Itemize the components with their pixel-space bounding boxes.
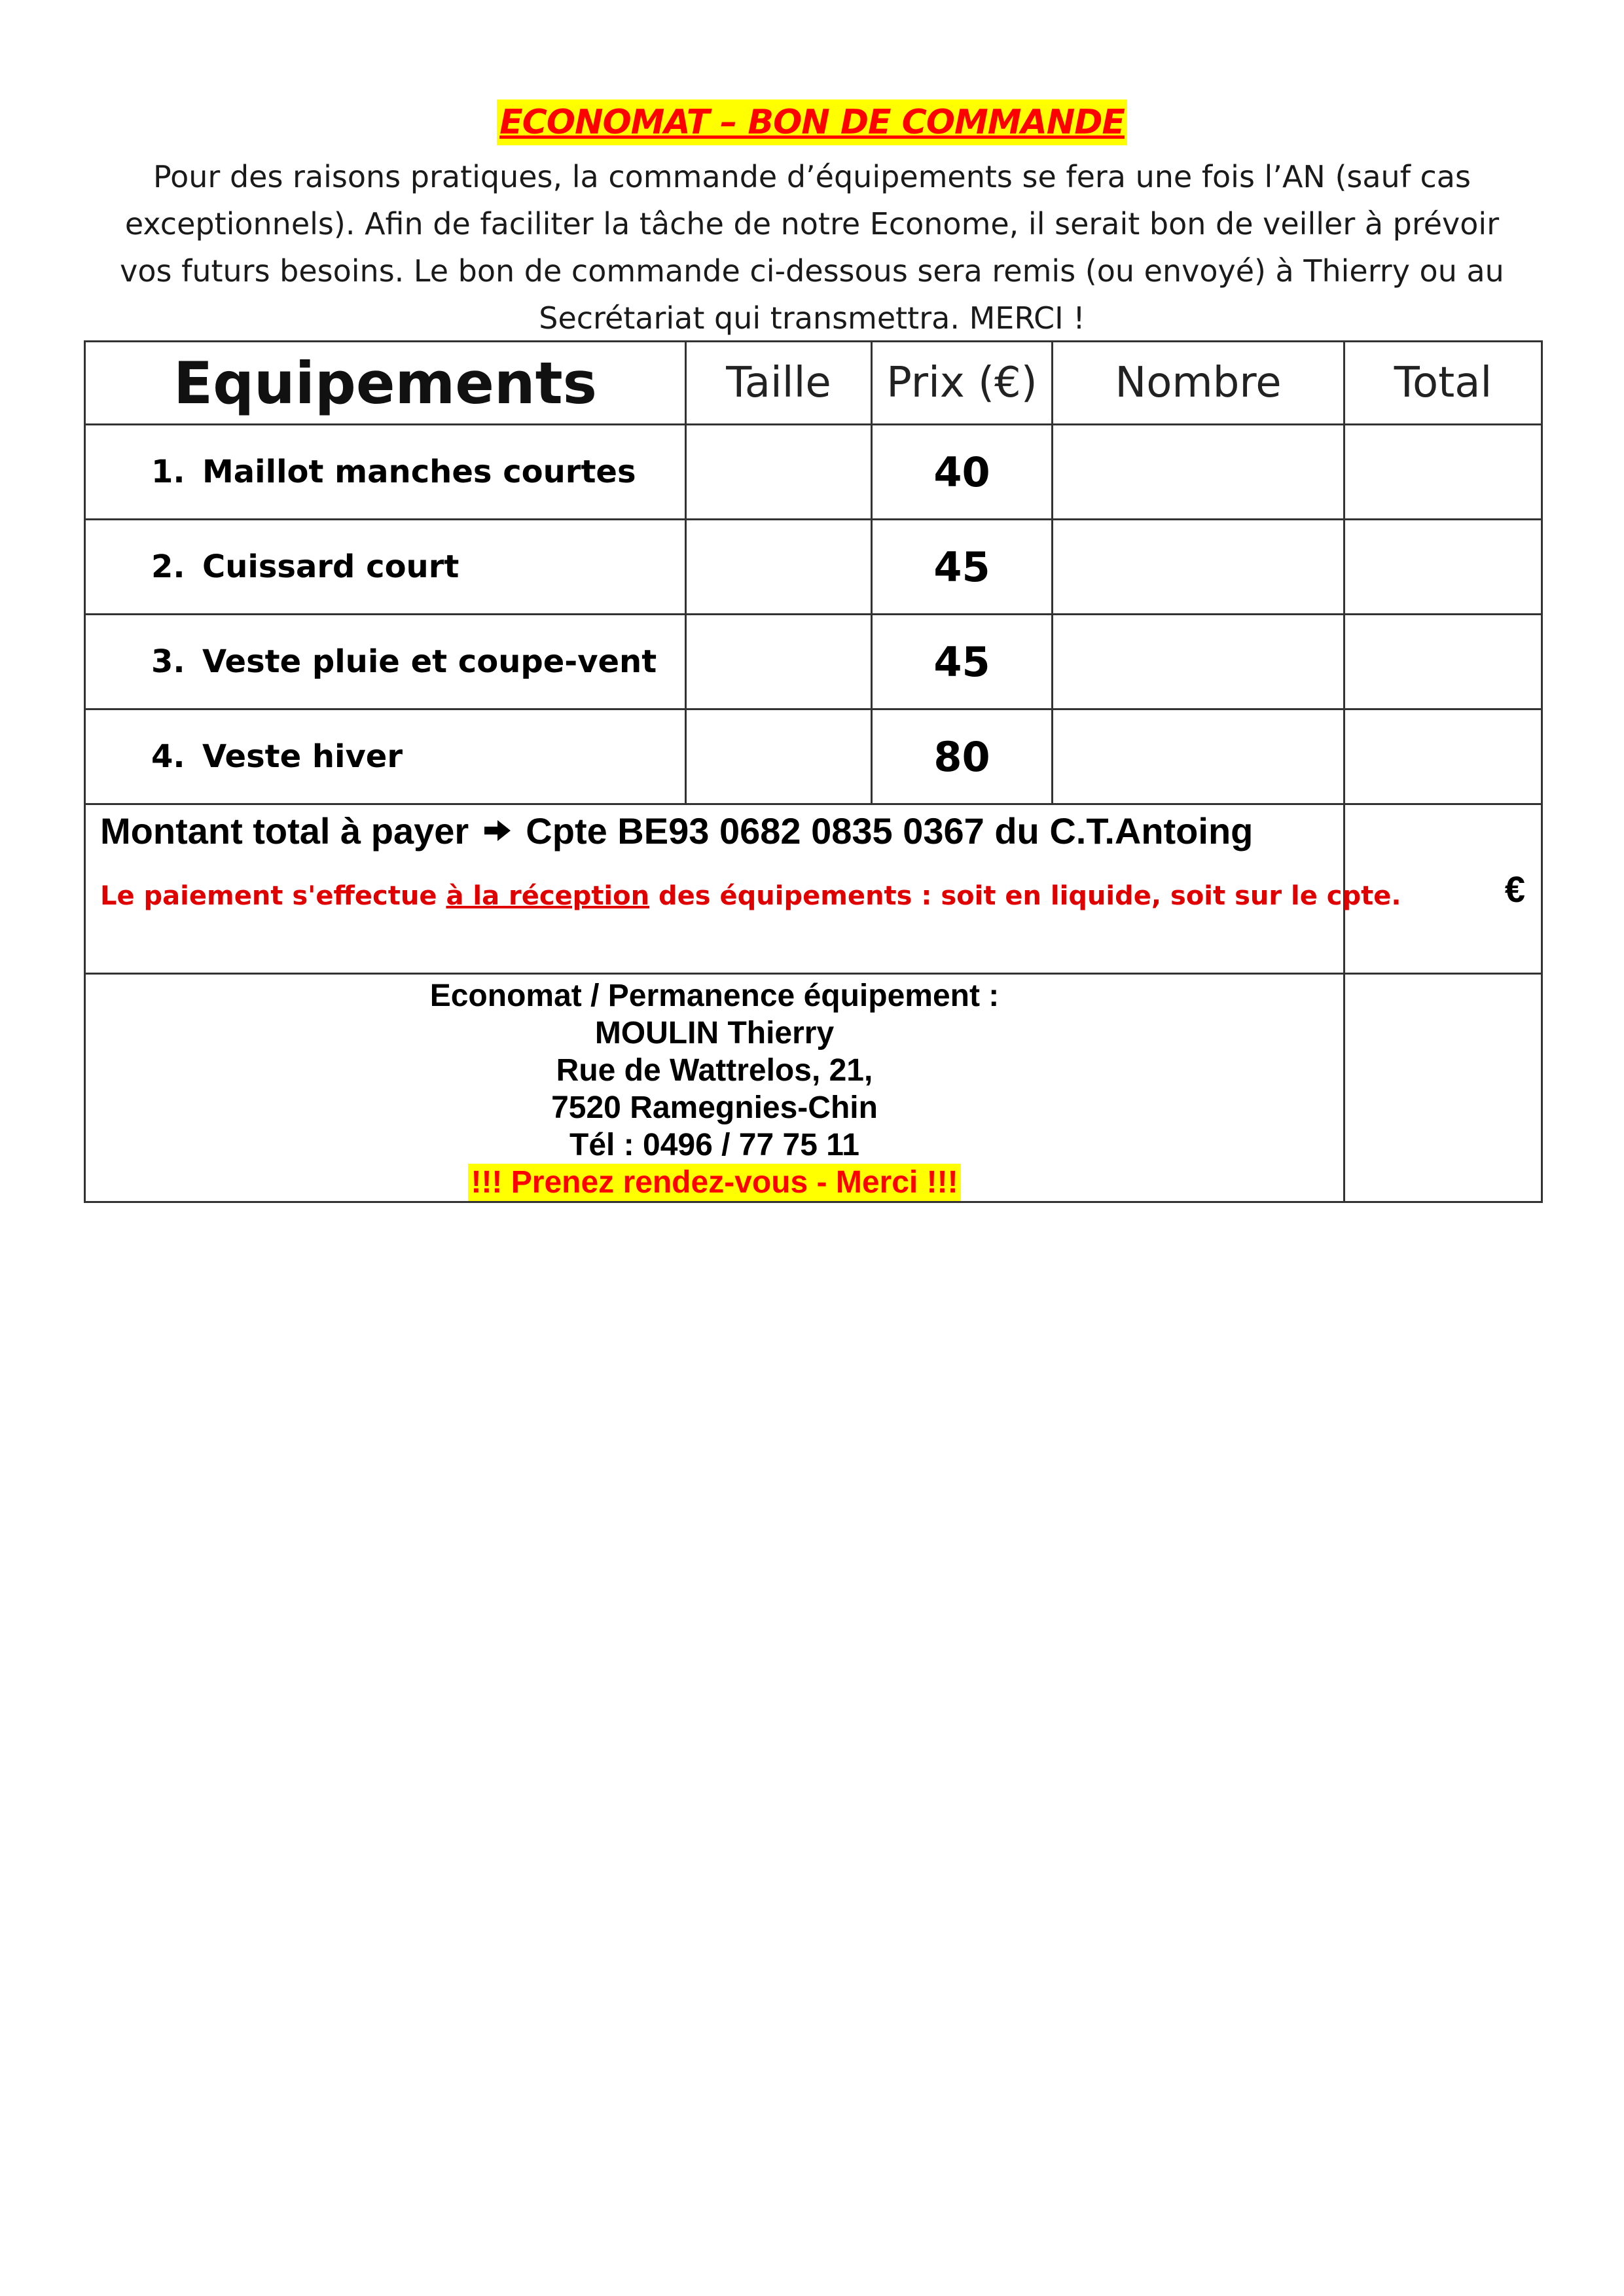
total-row — [85, 804, 1542, 974]
nombre-cell[interactable] — [1053, 615, 1344, 709]
item-price: 45 — [872, 520, 1053, 615]
payment-note-pre: Le paiement s'effectue — [100, 881, 437, 911]
item-name: Cuissard court — [202, 548, 460, 585]
payment-note — [100, 881, 1401, 911]
contact-row — [85, 974, 1542, 1202]
total-cell[interactable] — [1344, 709, 1542, 804]
header-equipements: Equipements — [85, 342, 686, 425]
contact-side-cell — [1344, 974, 1542, 1202]
order-table — [84, 340, 1543, 1203]
item-number: 4. — [151, 738, 185, 775]
contact-phone: Tél : 0496 / 77 75 11 — [569, 1128, 859, 1162]
item-name: Maillot manches courtes — [202, 454, 636, 490]
title-container — [0, 99, 1624, 145]
total-cell[interactable] — [1344, 425, 1542, 520]
total-description-cell — [85, 804, 1401, 974]
total-amount-line — [100, 809, 1343, 853]
contact-cell — [85, 974, 1344, 1202]
intro-line: Secrétariat qui transmettra. MERCI ! — [539, 300, 1085, 336]
right-arrow-icon — [483, 809, 512, 853]
total-label: Montant total à payer — [100, 810, 469, 852]
intro-paragraph — [85, 153, 1539, 342]
table-row — [85, 520, 1542, 615]
taille-cell[interactable] — [686, 520, 872, 615]
contact-street: Rue de Wattrelos, 21, — [556, 1053, 873, 1088]
table-header-row — [85, 342, 1542, 425]
item-name: Veste pluie et coupe-vent — [202, 643, 657, 680]
table-row — [85, 615, 1542, 709]
header-prix: Prix (€) — [872, 342, 1053, 425]
nombre-cell[interactable] — [1053, 520, 1344, 615]
payment-note-underlined: à la réception — [446, 881, 650, 911]
payment-note-post: des équipements : soit en liquide, soit sur le cpte. — [659, 881, 1401, 911]
item-name-cell — [85, 425, 686, 520]
intro-line: exceptionnels). Afin de faciliter la tâche de notre Econome, il serait bon de veiller à prévoir — [124, 206, 1500, 242]
item-name: Veste hiver — [202, 738, 403, 775]
item-number: 2. — [151, 548, 185, 585]
item-price: 45 — [872, 615, 1053, 709]
header-total: Total — [1344, 342, 1542, 425]
header-nombre: Nombre — [1053, 342, 1344, 425]
contact-name: MOULIN Thierry — [594, 1016, 835, 1050]
page-title: ECONOMAT – BON DE COMMANDE — [497, 99, 1127, 145]
contact-heading: Economat / Permanence équipement : — [429, 978, 1000, 1013]
item-name-cell — [85, 615, 686, 709]
total-cell[interactable] — [1344, 615, 1542, 709]
item-name-cell — [85, 520, 686, 615]
total-cell[interactable] — [1344, 520, 1542, 615]
currency-symbol: € — [1504, 868, 1525, 910]
taille-cell[interactable] — [686, 709, 872, 804]
nombre-cell[interactable] — [1053, 709, 1344, 804]
intro-line: vos futurs besoins. Le bon de commande ci-dessous sera remis (ou envoyé) à Thierry ou au — [120, 253, 1504, 289]
item-number: 3. — [151, 643, 185, 680]
item-price: 40 — [872, 425, 1053, 520]
item-price: 80 — [872, 709, 1053, 804]
item-number: 1. — [151, 454, 185, 490]
taille-cell[interactable] — [686, 425, 872, 520]
taille-cell[interactable] — [686, 615, 872, 709]
appointment-notice: !!! Prenez rendez-vous - Merci !!! — [468, 1164, 960, 1201]
item-name-cell — [85, 709, 686, 804]
intro-line: Pour des raisons pratiques, la commande d’équipements se fera une fois l’AN (sauf cas — [153, 159, 1471, 194]
account-number: Cpte BE93 0682 0835 0367 du C.T.Antoing — [526, 810, 1254, 852]
header-taille: Taille — [686, 342, 872, 425]
table-row — [85, 425, 1542, 520]
contact-city: 7520 Ramegnies-Chin — [551, 1090, 878, 1125]
nombre-cell[interactable] — [1053, 425, 1344, 520]
table-row — [85, 709, 1542, 804]
